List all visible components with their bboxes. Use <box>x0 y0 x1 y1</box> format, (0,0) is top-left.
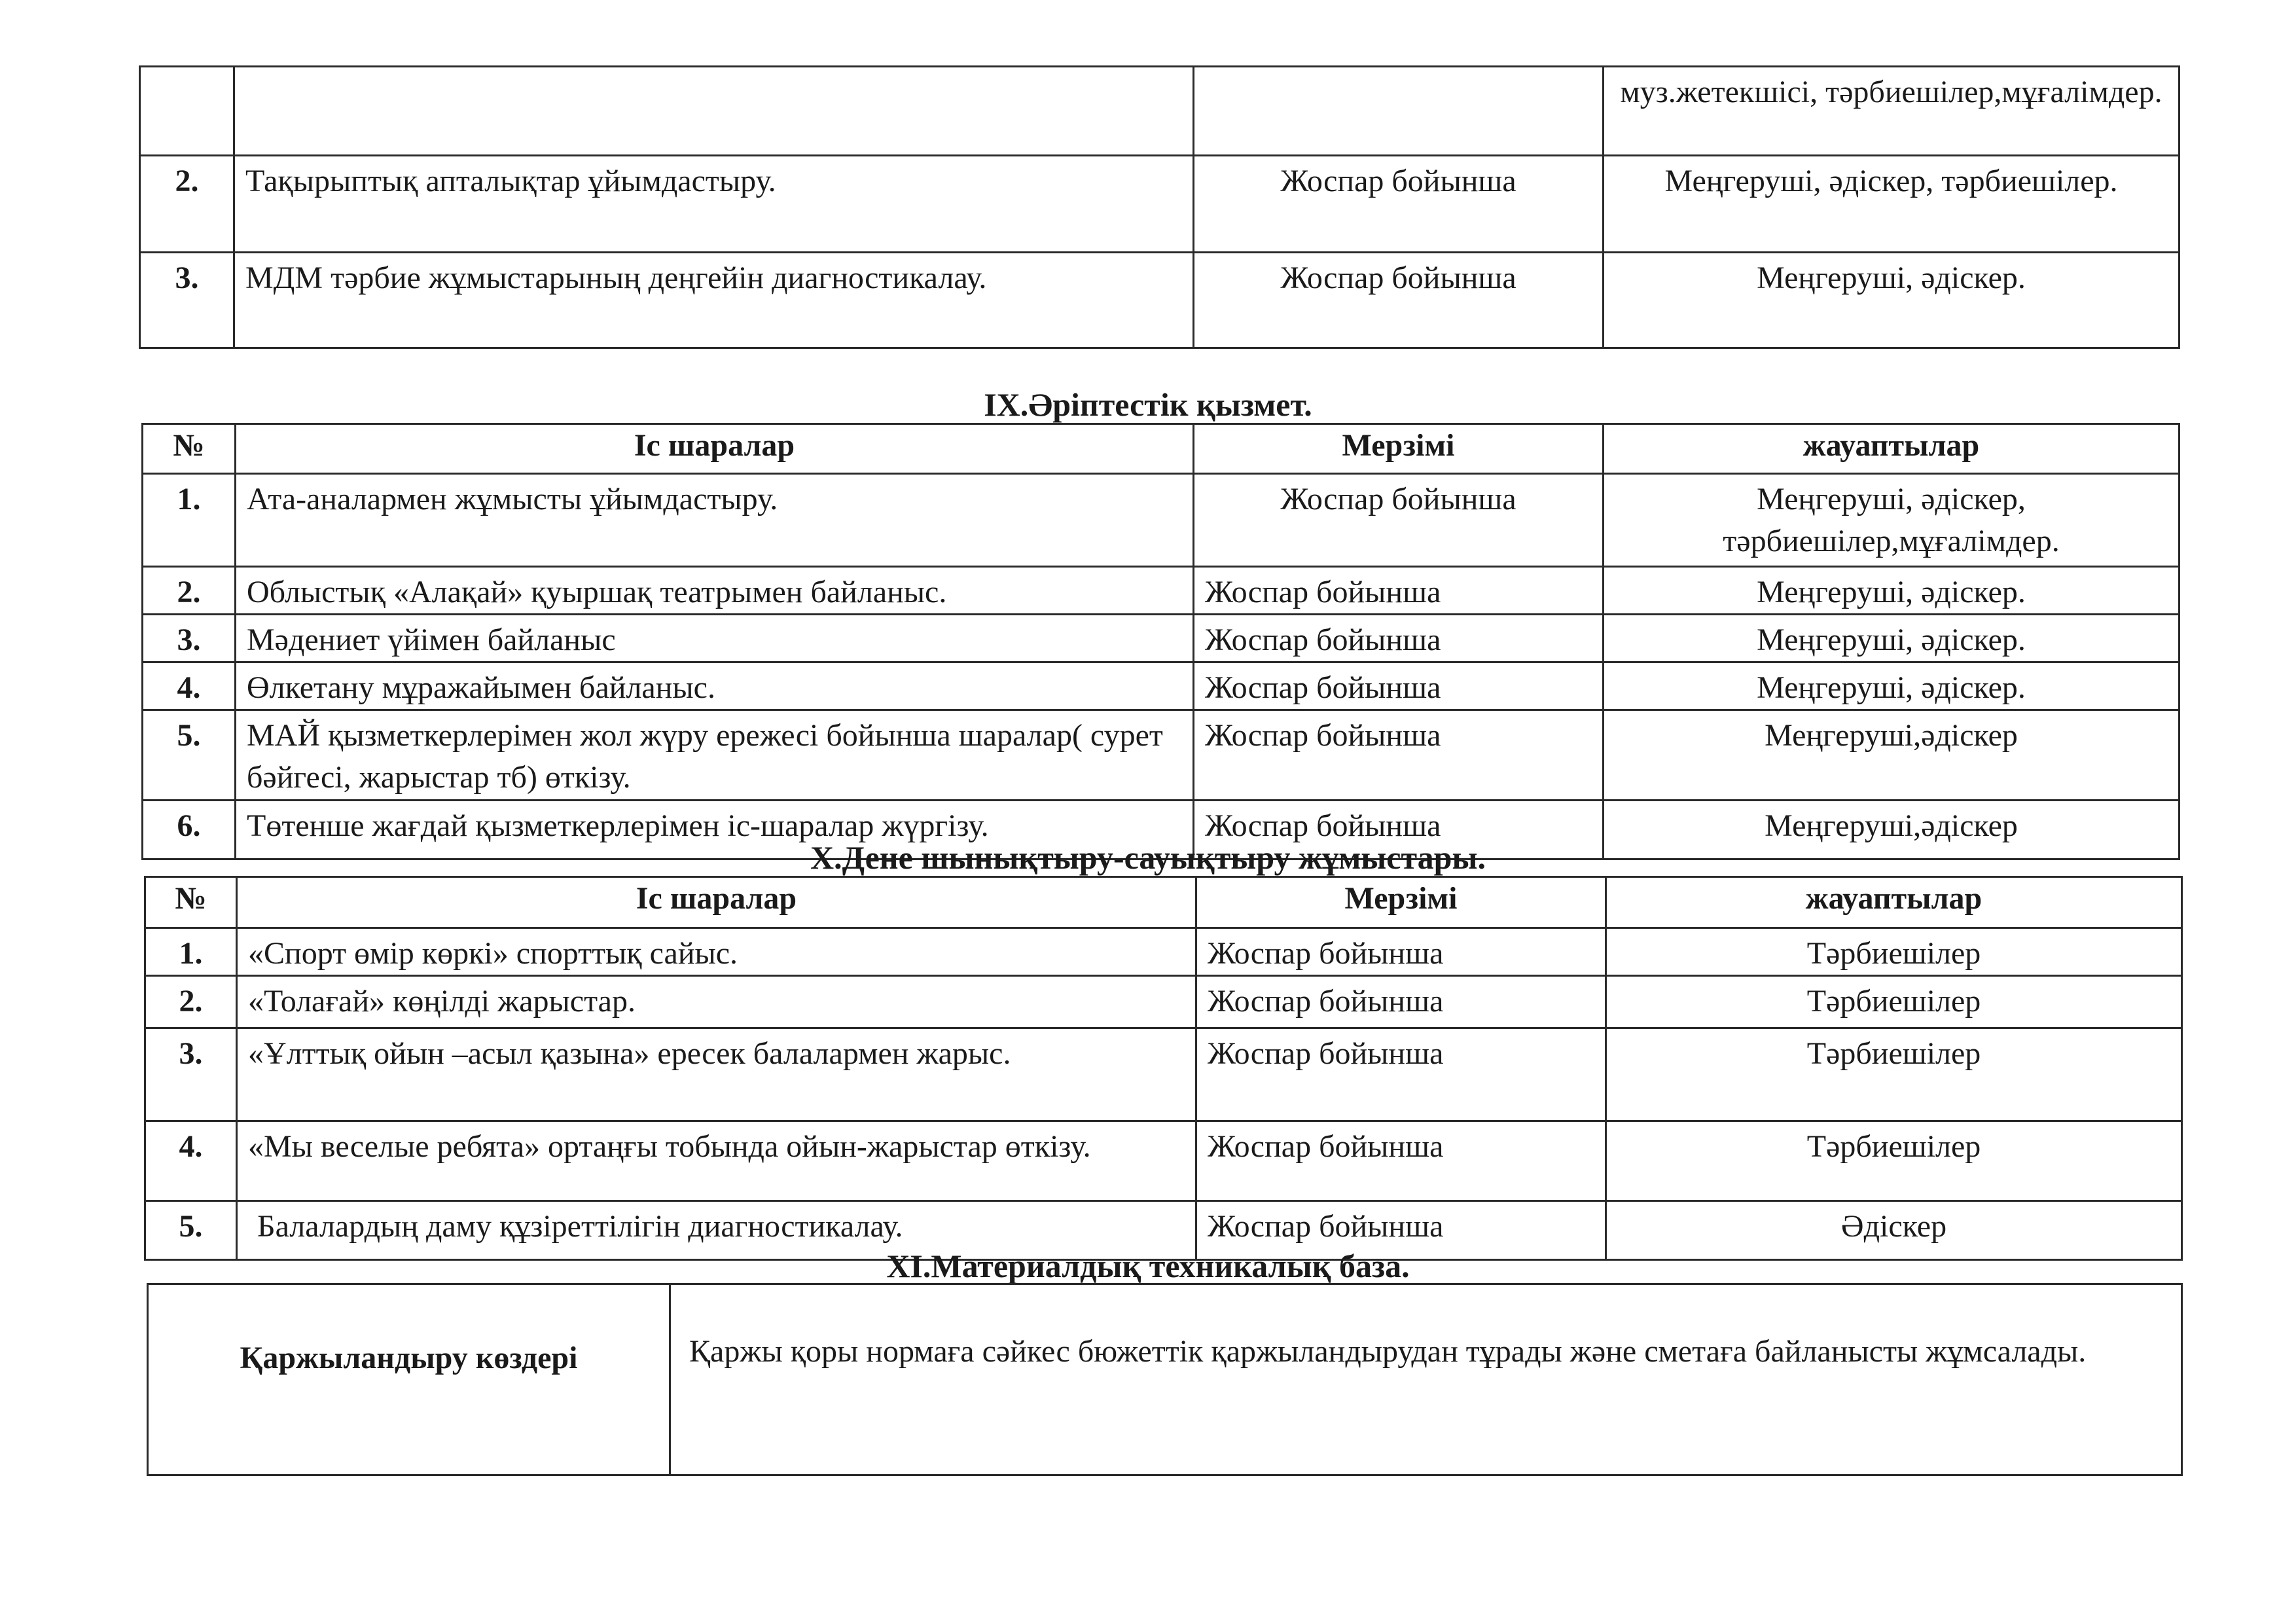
physical-education-table <box>144 876 2183 1261</box>
row-number: 3. <box>145 1028 237 1121</box>
cooperation-table <box>141 423 2180 860</box>
financing-label: Қаржыландыру көздері <box>148 1284 670 1475</box>
event-cell: «Толағай» көңілді жарыстар. <box>237 976 1196 1028</box>
table-row <box>148 1284 2182 1475</box>
row-number: 2. <box>140 156 234 253</box>
date-cell: Жоспар бойынша <box>1194 474 1604 567</box>
event-cell: «Мы веселые ребята» ортаңғы тобында ойын-жарыстар өткізу. <box>237 1121 1196 1201</box>
col-header-number: № <box>145 877 237 928</box>
row-number: 5. <box>145 1201 237 1260</box>
table-row <box>145 928 2182 976</box>
responsible-cell: Меңгеруші, әдіскер. <box>1604 567 2179 615</box>
responsible-cell: Тәрбиешілер <box>1606 1121 2182 1201</box>
responsible-cell: муз.жетекшісі, тәрбиешілер,мұғалімдер. <box>1604 67 2179 156</box>
event-cell: Төтенше жағдай қызметкерлерімен іс-шаралар жүргізу. <box>236 801 1194 859</box>
header-row <box>145 877 2182 928</box>
date-cell: Жоспар бойынша <box>1196 1028 1606 1121</box>
event-cell: Балалардың даму құзіреттілігін диагностикалау. <box>237 1201 1196 1260</box>
continued-plan-table <box>139 65 2180 349</box>
table-row <box>140 67 2179 156</box>
row-number: 3. <box>140 253 234 348</box>
table-row <box>143 567 2179 615</box>
responsible-cell: Меңгеруші, әдіскер. <box>1604 253 2179 348</box>
row-number: 1. <box>143 474 236 567</box>
section-11-title: XI.Материалдық техникалық база. <box>886 1248 1410 1284</box>
table-row <box>143 615 2179 662</box>
row-number: 2. <box>143 567 236 615</box>
date-cell: Жоспар бойынша <box>1194 156 1604 253</box>
responsible-cell: Тәрбиешілер <box>1606 976 2182 1028</box>
responsible-cell: Меңгеруші,әдіскер <box>1604 801 2179 859</box>
responsible-cell: Меңгеруші, әдіскер, тәрбиешілер,мұғалімдер. <box>1604 474 2179 567</box>
date-cell: Жоспар бойынша <box>1196 1201 1606 1260</box>
responsible-cell: Меңгеруші, әдіскер, тәрбиешілер. <box>1604 156 2179 253</box>
col-header-responsible: жауаптылар <box>1606 877 2182 928</box>
table-row <box>143 710 2179 801</box>
date-cell: Жоспар бойынша <box>1194 662 1604 710</box>
date-cell: Жоспар бойынша <box>1194 801 1604 859</box>
table-row <box>145 1121 2182 1201</box>
event-cell: МАЙ қызметкерлерімен жол жүру ережесі бойынша шаралар( сурет бәйгесі, жарыстар тб) өткізу. <box>236 710 1194 801</box>
date-cell: Жоспар бойынша <box>1194 615 1604 662</box>
row-number: 4. <box>143 662 236 710</box>
col-header-responsible: жауаптылар <box>1604 424 2179 474</box>
responsible-cell: Тәрбиешілер <box>1606 1028 2182 1121</box>
date-cell: Жоспар бойынша <box>1194 710 1604 801</box>
date-cell: Жоспар бойынша <box>1194 253 1604 348</box>
header-row <box>143 424 2179 474</box>
col-header-event: Іс шаралар <box>236 424 1194 474</box>
table-row <box>140 253 2179 348</box>
row-number <box>140 67 234 156</box>
table-row <box>140 156 2179 253</box>
event-cell <box>234 67 1194 156</box>
date-cell: Жоспар бойынша <box>1196 928 1606 976</box>
event-cell: МДМ тәрбие жұмыстарының деңгейін диагностикалау. <box>234 253 1194 348</box>
section-9-title: IX.Әріптестік қызмет. <box>984 386 1312 423</box>
row-number: 2. <box>145 976 237 1028</box>
table-row <box>145 976 2182 1028</box>
table-row <box>143 474 2179 567</box>
financing-table <box>147 1283 2183 1476</box>
row-number: 6. <box>143 801 236 859</box>
section-10-title: X.Дене шынықтыру-сауықтыру жұмыстары. <box>810 839 1486 876</box>
event-cell: «Спорт өмір көркі» спорттық сайыс. <box>237 928 1196 976</box>
date-cell <box>1194 67 1604 156</box>
responsible-cell: Меңгеруші, әдіскер. <box>1604 615 2179 662</box>
col-header-date: Мерзімі <box>1194 424 1604 474</box>
event-cell: Тақырыптық апталықтар ұйымдастыру. <box>234 156 1194 253</box>
date-cell: Жоспар бойынша <box>1194 567 1604 615</box>
event-cell: Мәдениет үйімен байланыс <box>236 615 1194 662</box>
col-header-number: № <box>143 424 236 474</box>
date-cell: Жоспар бойынша <box>1196 976 1606 1028</box>
row-number: 3. <box>143 615 236 662</box>
row-number: 4. <box>145 1121 237 1201</box>
col-header-date: Мерзімі <box>1196 877 1606 928</box>
event-cell: Ата-аналармен жұмысты ұйымдастыру. <box>236 474 1194 567</box>
responsible-cell: Меңгеруші, әдіскер. <box>1604 662 2179 710</box>
event-cell: Облыстық «Алақай» қуыршақ театрымен байланыс. <box>236 567 1194 615</box>
table-row <box>143 662 2179 710</box>
responsible-cell: Тәрбиешілер <box>1606 928 2182 976</box>
event-cell: Өлкетану мұражайымен байланыс. <box>236 662 1194 710</box>
col-header-event: Іс шаралар <box>237 877 1196 928</box>
responsible-cell: Меңгеруші,әдіскер <box>1604 710 2179 801</box>
row-number: 1. <box>145 928 237 976</box>
table-row <box>145 1028 2182 1121</box>
date-cell: Жоспар бойынша <box>1196 1121 1606 1201</box>
responsible-cell: Әдіскер <box>1606 1201 2182 1260</box>
financing-text: Қаржы қоры нормаға сәйкес бюжеттік қаржыландырудан тұрады және сметаға байланысты жұмсалады. <box>670 1284 2182 1475</box>
row-number: 5. <box>143 710 236 801</box>
event-cell: «Ұлттық ойын –асыл қазына» ересек балалармен жарыс. <box>237 1028 1196 1121</box>
